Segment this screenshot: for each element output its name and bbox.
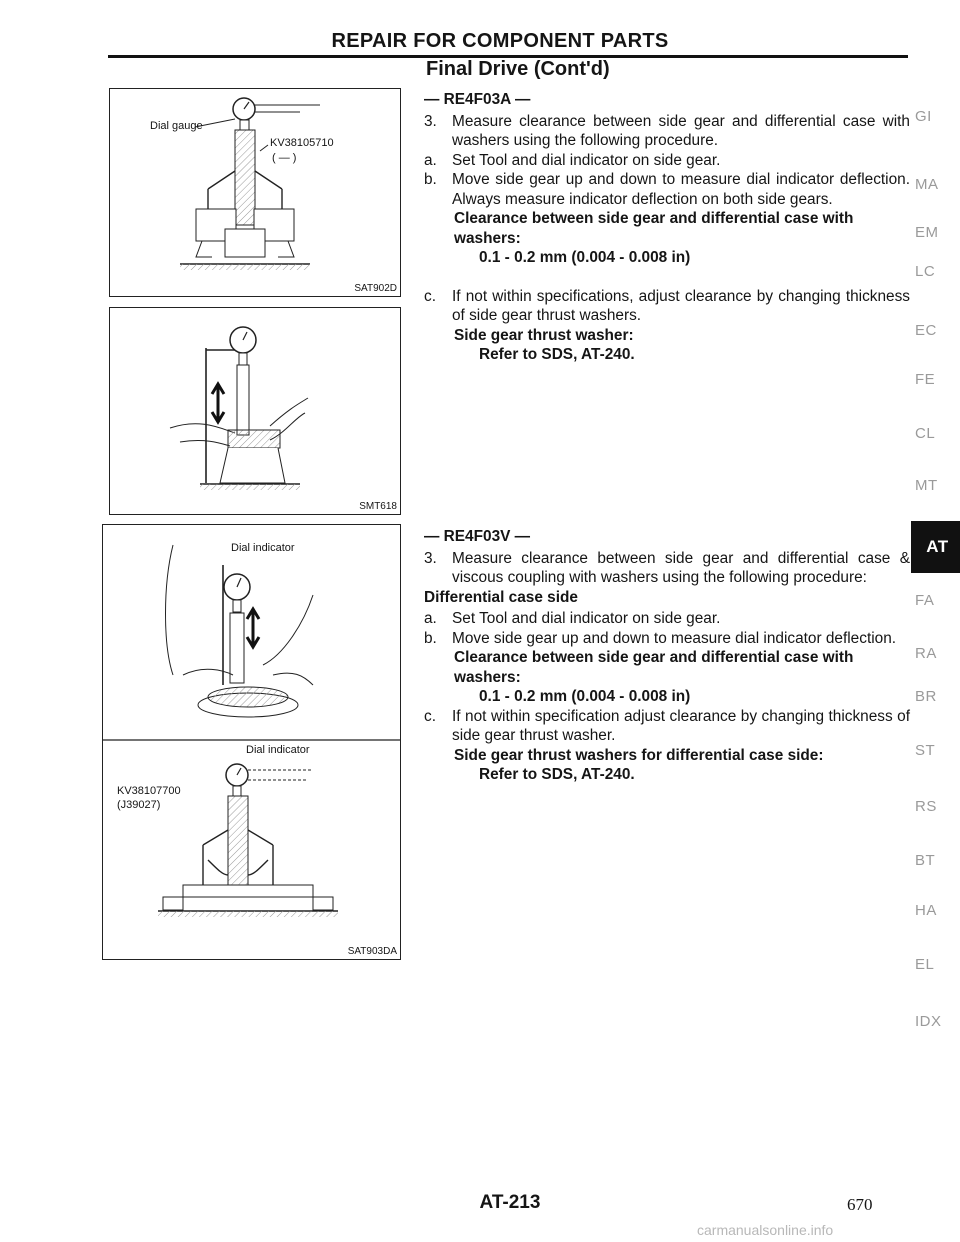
figure-smt618 — [109, 307, 401, 515]
step-c: c. If not within specifications, adjust clearance by changing thickness of side gear thrust washers. — [424, 287, 910, 324]
tool-alt-number-label: ( — ) — [272, 152, 297, 164]
re4f03a-section — [424, 90, 910, 365]
dial-indicator-label-top: Dial indicator — [231, 542, 295, 554]
step-3: 3. Measure clearance between side gear and differential case & viscous coupling with washers using the following procedure: — [424, 549, 910, 586]
tab-gi[interactable]: GI — [915, 108, 932, 125]
page-code: AT-213 — [479, 1192, 541, 1213]
tab-st[interactable]: ST — [915, 742, 936, 759]
spec-value: 0.1 - 0.2 mm (0.004 - 0.008 in) — [479, 688, 691, 705]
subhead: Differential case side — [424, 588, 578, 606]
washer-label: Side gear thrust washer: — [454, 326, 634, 344]
figure-sat902d — [109, 88, 401, 297]
tab-em[interactable]: EM — [915, 224, 939, 241]
tool-number-label: KV38107700 — [117, 785, 181, 797]
step-a: a. Set Tool and dial indicator on side gear. — [424, 610, 721, 627]
tab-cl[interactable]: CL — [915, 425, 936, 442]
dial-gauge-label: Dial gauge — [150, 120, 203, 132]
tab-ra[interactable]: RA — [915, 645, 937, 662]
figure-code: SAT903DA — [347, 946, 397, 957]
step-c: c. If not within specification adjust clearance by changing thickness of side gear thrust washer. — [424, 707, 910, 744]
variant-heading: — RE4F03V — — [424, 528, 531, 545]
washer-value: Refer to SDS, AT-240. — [479, 766, 635, 783]
tab-at[interactable]: AT — [911, 521, 960, 573]
tab-idx[interactable]: IDX — [915, 1013, 942, 1030]
spec-value: 0.1 - 0.2 mm (0.004 - 0.008 in) — [479, 249, 691, 266]
tab-mt[interactable]: MT — [915, 477, 938, 494]
step-b: b. Move side gear up and down to measure dial indicator deflection. — [424, 629, 897, 647]
step-a: a. Set Tool and dial indicator on side gear. — [424, 151, 721, 169]
sat903da-illustration — [103, 525, 400, 959]
tab-br[interactable]: BR — [915, 688, 937, 705]
page-title: REPAIR FOR COMPONENT PARTS — [331, 30, 669, 52]
tab-fe[interactable]: FE — [915, 371, 936, 388]
section-title: Final Drive (Cont'd) — [426, 58, 610, 80]
watermark: carmanualsonline.info — [697, 1222, 834, 1238]
tab-ma[interactable]: MA — [915, 176, 939, 193]
figure-sat903da — [102, 524, 401, 960]
tool-number-label: KV38105710 — [270, 137, 334, 149]
smt618-illustration — [110, 308, 400, 514]
dial-indicator-label-bottom: Dial indicator — [246, 744, 310, 756]
tab-bt[interactable]: BT — [915, 852, 936, 869]
tab-ec[interactable]: EC — [915, 322, 937, 339]
washer-value: Refer to SDS, AT-240. — [479, 346, 635, 363]
figure-code: SAT902D — [354, 283, 397, 294]
washer-label: Side gear thrust washers for differential case side: — [454, 746, 824, 764]
variant-heading: — RE4F03A — — [424, 91, 531, 108]
page-number: 670 — [847, 1195, 873, 1214]
tab-fa[interactable]: FA — [915, 592, 935, 609]
tool-alt-number-label: (J39027) — [117, 799, 161, 811]
spec-label: Clearance between side gear and differential case with washers: — [454, 649, 854, 686]
re4f03v-section — [424, 527, 910, 785]
figure-code: SMT618 — [359, 501, 397, 512]
tab-ha[interactable]: HA — [915, 902, 937, 919]
tab-rs[interactable]: RS — [915, 798, 937, 815]
spec-label: Clearance between side gear and differential case with washers: — [454, 210, 854, 247]
tab-lc[interactable]: LC — [915, 263, 936, 280]
step-3: 3. Measure clearance between side gear and differential case with washers using the following procedure. — [424, 112, 910, 149]
step-b: b. Move side gear up and down to measure dial indicator deflection. Always measure indicator deflection on both side gears. — [424, 171, 910, 208]
tab-el[interactable]: EL — [915, 956, 935, 973]
